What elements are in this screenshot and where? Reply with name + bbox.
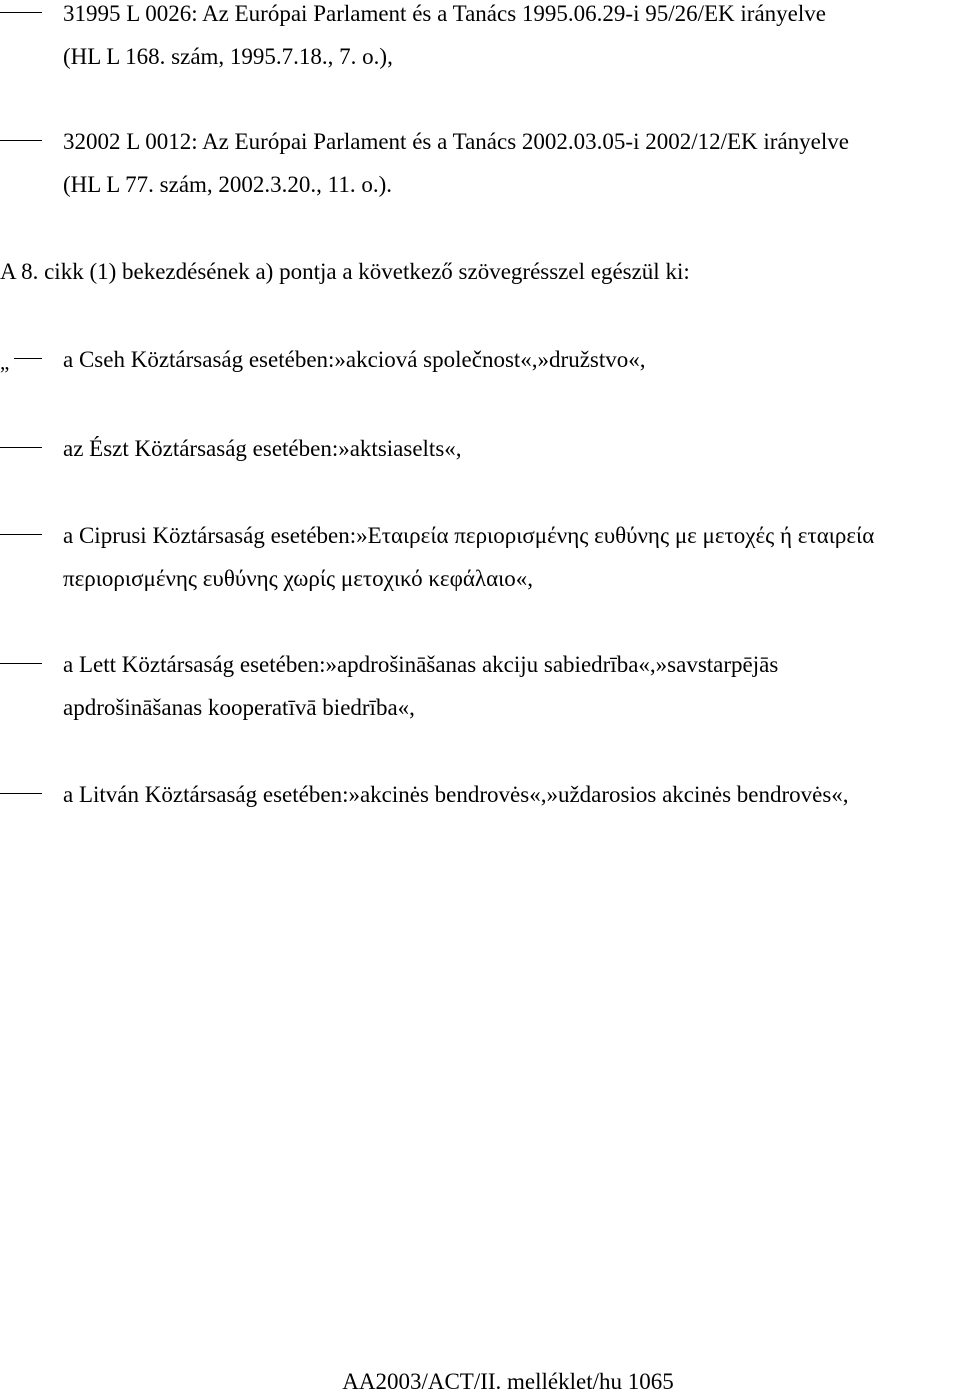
em-dash [0, 793, 42, 794]
em-dash [0, 140, 42, 141]
reference-line: 31995 L 0026: Az Európai Parlament és a Tanács 1995.06.29-i 95/26/EK irányelve [63, 1, 826, 26]
opening-quote: „ [0, 350, 10, 374]
list-item-text: a Litván Köztársaság esetében:»akcinės bendrovės«,»uždarosios akcinės bendrovės«, [63, 782, 849, 807]
list-item-text: az Észt Köztársaság esetében:»aktsiaselts«, [63, 436, 462, 461]
reference-line: (HL L 77. szám, 2002.3.20., 11. o.). [63, 172, 392, 197]
em-dash [0, 534, 42, 535]
list-item-text: a Ciprusi Köztársaság esetében:»Εταιρεία περιορισμένης ευθύνης με μετοχές ή εταιρεία [63, 523, 875, 548]
em-dash [0, 663, 42, 664]
list-item-text: a Cseh Köztársaság esetében:»akciová společnost«,»družstvo«, [63, 347, 646, 372]
reference-line: 32002 L 0012: Az Európai Parlament és a Tanács 2002.03.05-i 2002/12/EK irányelve [63, 129, 849, 154]
intro-paragraph: A 8. cikk (1) bekezdésének a) pontja a következő szövegrésszel egészül ki: [0, 259, 690, 284]
em-dash [0, 447, 42, 448]
list-item-text: a Lett Köztársaság esetében:»apdrošināšanas akciju sabiedrība«,»savstarpējās [63, 652, 779, 677]
page-footer: AA2003/ACT/II. melléklet/hu 1065 [342, 1369, 674, 1394]
em-dash [0, 12, 42, 13]
reference-line: (HL L 168. szám, 1995.7.18., 7. o.), [63, 44, 393, 69]
list-item-text: περιορισμένης ευθύνης χωρίς μετοχικό κεφάλαιο«, [63, 566, 534, 591]
list-item-text: apdrošināšanas kooperatīvā biedrība«, [63, 695, 415, 720]
em-dash [14, 358, 42, 359]
